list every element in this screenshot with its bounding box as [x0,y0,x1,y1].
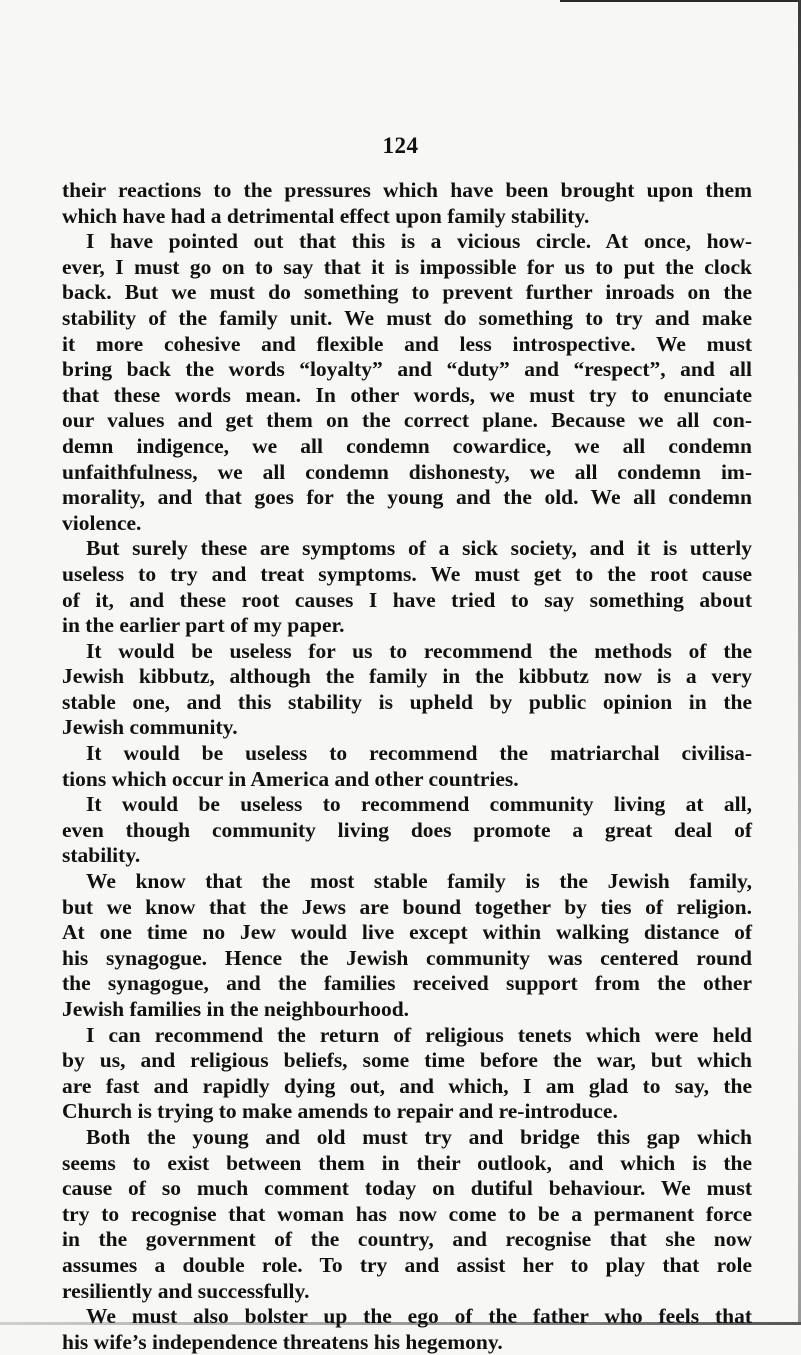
text-line: morality, and that goes for the young and the old. We all condemn [62,485,752,510]
text-line: seems to exist between them in their outlook, and which is the [62,1150,752,1175]
text-line: their reactions to the pressures which have been brought upon them [62,178,752,202]
text-line: Church is trying to make amends to repair and re-introduce. [62,1099,618,1124]
paragraph-first-line: I can recommend the return of religious tenets which were held [86,1022,752,1047]
text-line: stability of the family unit. We must do something to try and make [62,305,752,330]
text-line: ever, I must go on to say that it is impossible for us to put the clock [62,254,752,279]
text-line: it more cohesive and flexible and less introspective. We must [62,331,752,356]
text-line: his wife’s independence threatens his hegemony. [62,1329,503,1354]
text-line: but we know that the Jews are bound together by ties of religion. [62,894,752,919]
text-line: At one time no Jew would live except within walking distance of [62,920,752,945]
page-number: 124 [382,133,419,158]
text-line: that these words mean. In other words, we must try to enunciate [62,382,752,407]
text-line: cause of so much comment today on dutiful behaviour. We must [62,1176,752,1201]
text-line: try to recognise that woman has now come to be a permanent force [62,1201,752,1226]
paragraph-first-line: We must also bolster up the ego of the father who feels that [86,1304,752,1329]
text-line: violence. [62,510,142,535]
paragraph-first-line: Both the young and old must try and bridge this gap which [86,1124,752,1149]
paragraph-first-line: We know that the most stable family is the Jewish family, [86,869,752,894]
paragraph-first-line: It would be useless for us to recommend the methods of the [86,638,752,663]
text-line: in the earlier part of my paper. [62,613,345,638]
text-line: Jewish kibbutz, although the family in the kibbutz now is a very [62,664,752,689]
text-line: in the government of the country, and recognise that she now [62,1227,752,1252]
text-line: demn indigence, we all condemn cowardice, we all condemn [62,433,752,458]
text-line: which have had a detrimental effect upon family stability. [62,203,590,228]
text-line: unfaithfulness, we all condemn dishonesty, we all condemn im- [62,459,752,484]
text-line: tions which occur in America and other countries. [62,766,519,791]
paragraph-first-line: I have pointed out that this is a vicious circle. At once, how- [86,229,752,254]
text-line: stability. [62,843,141,868]
body-text [62,178,752,1355]
text-line: even though community living does promote a great deal of [62,817,752,842]
page-edge-top [560,0,801,2]
text-line: useless to try and treat symptoms. We must get to the root cause [62,561,752,586]
text-line: resiliently and successfully. [62,1278,310,1303]
paragraph-first-line: It would be useless to recommend the matriarchal civilisa- [86,741,752,766]
text-line: are fast and rapidly dying out, and which, I am glad to say, the [62,1073,752,1098]
text-line: our values and get them on the correct plane. Because we all con- [62,408,752,433]
text-line: Jewish families in the neighbourhood. [62,997,410,1021]
text-line: the synagogue, and the families received support from the other [62,971,752,996]
text-line: assumes a double role. To try and assist her to play that role [62,1252,752,1277]
text-line: of it, and these root causes I have tried to say something about [62,587,752,612]
text-line: stable one, and this stability is upheld by public opinion in the [62,689,752,714]
paragraph-first-line: But surely these are symptoms of a sick society, and it is utterly [86,536,752,561]
text-line: bring back the words “loyalty” and “duty” and “respect”, and all [62,357,752,382]
text-line: his synagogue. Hence the Jewish community was centered round [62,945,752,970]
text-line: back. But we must do something to prevent further inroads on the [62,280,752,305]
text-line: by us, and religious beliefs, some time before the war, but which [62,1048,752,1073]
text-line: Jewish community. [62,715,238,740]
paragraph-first-line: It would be useless to recommend community living at all, [86,792,752,817]
